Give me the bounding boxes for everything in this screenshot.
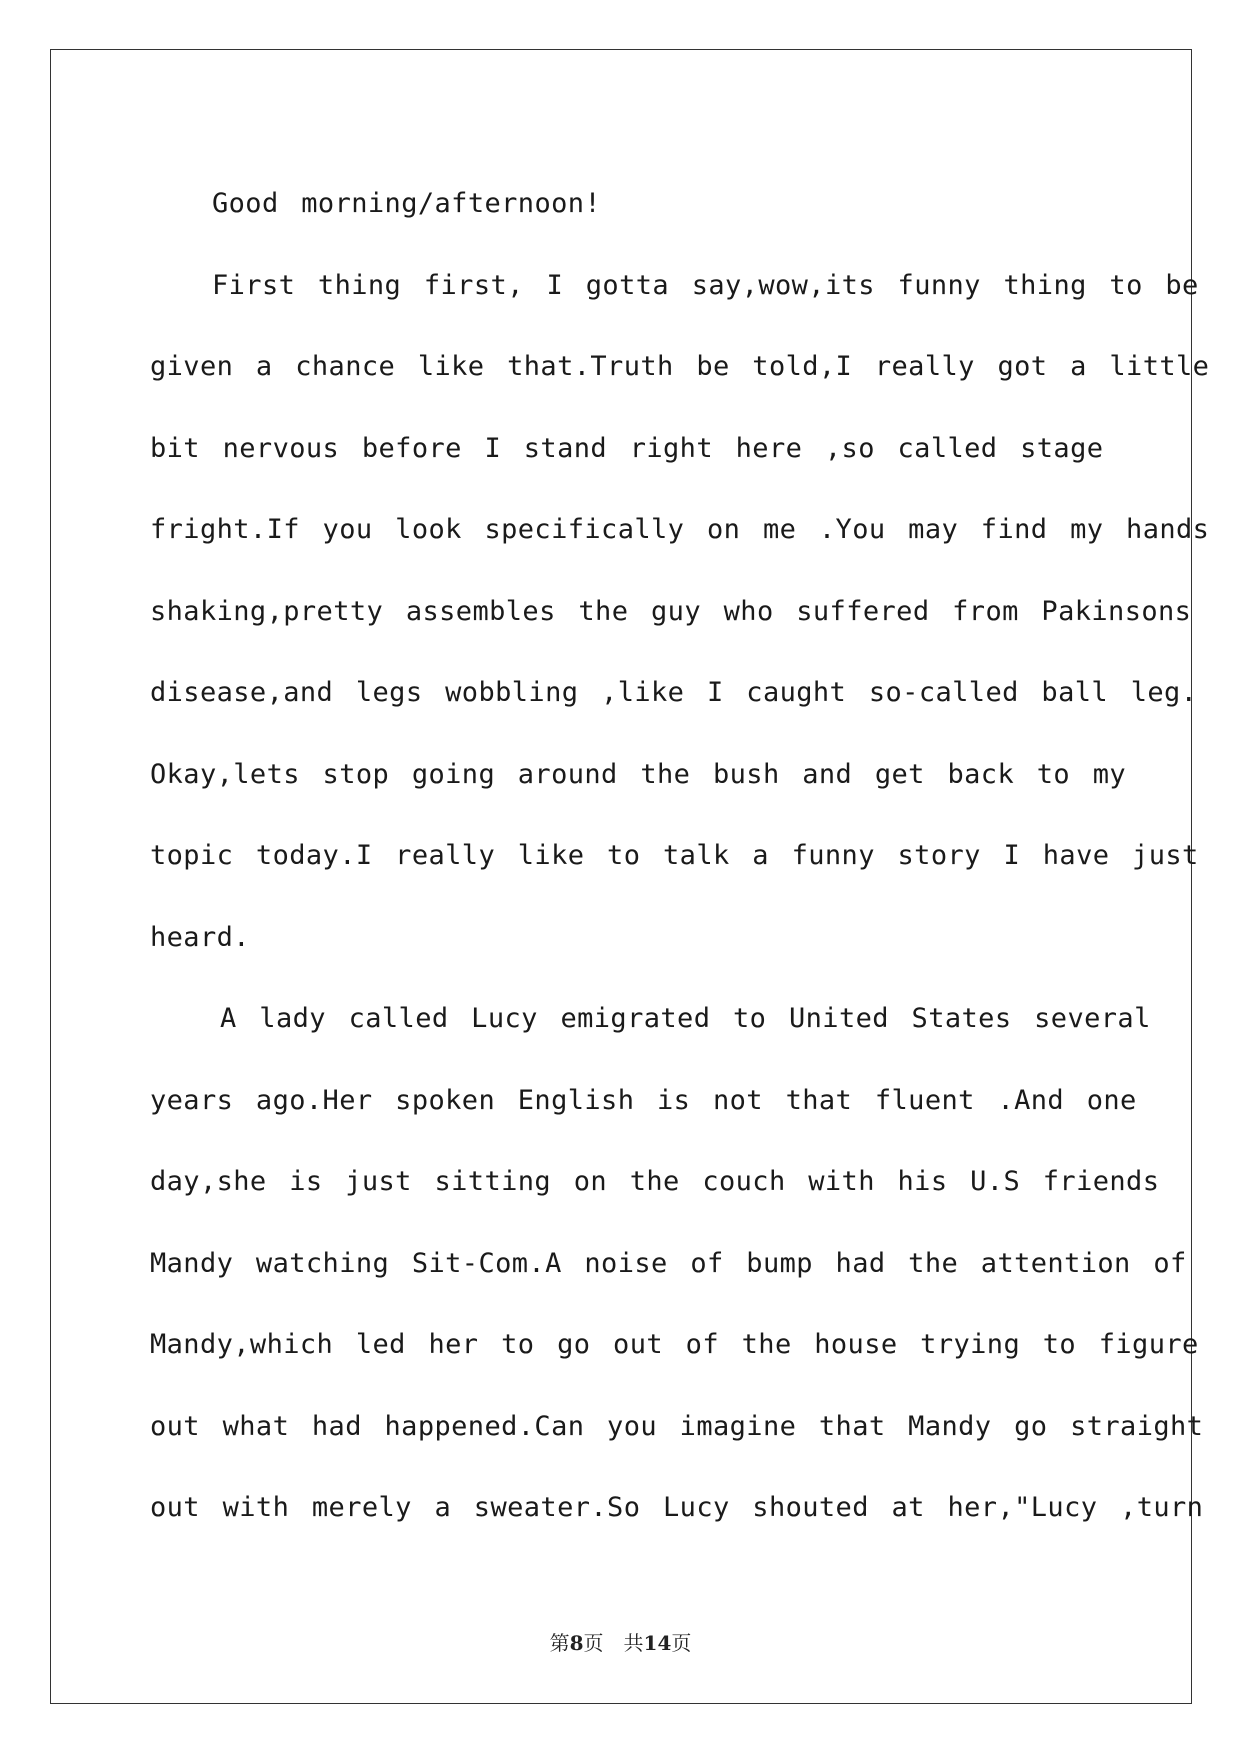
text-line: A lady called Lucy emigrated to United States several xyxy=(220,1003,1151,1034)
total-pages: 14 xyxy=(643,1631,672,1655)
text-line: Good morning/afternoon! xyxy=(212,188,602,219)
text-line: Okay,lets stop going around the bush and get back to my xyxy=(150,758,1127,790)
text-line: given a chance like that.Truth be told,I really got a little xyxy=(150,351,1210,382)
text-line: bit nervous before I stand right here ,so called stage xyxy=(150,432,1104,464)
text-line: out with merely a sweater.So Lucy shouted at her,"Lucy ,turn xyxy=(150,1492,1204,1523)
footer-total-prefix: 共 xyxy=(623,1631,644,1655)
text-line: topic today.I really like to talk a funny story I have just xyxy=(150,840,1199,871)
text-line: disease,and legs wobbling ,like I caught so-called ball leg. xyxy=(150,677,1198,708)
footer-total-suffix: 页 xyxy=(671,1631,692,1655)
text-line: out what had happened.Can you imagine that Mandy go straight xyxy=(150,1410,1204,1442)
document-body xyxy=(150,163,1210,1549)
text-line: day,she is just sitting on the couch with his U.S friends xyxy=(150,1166,1160,1197)
text-line: Mandy watching Sit-Com.A noise of bump had the attention of xyxy=(150,1247,1187,1279)
text-line: fright.If you look specifically on me .You may find my hands xyxy=(150,514,1210,545)
page-number: 8 xyxy=(569,1631,584,1655)
text-line: shaking,pretty assembles the guy who suffered from Pakinsons xyxy=(150,595,1192,627)
footer-page-suffix: 页 xyxy=(583,1631,604,1655)
text-line: heard. xyxy=(150,921,250,953)
footer-prefix: 第 xyxy=(549,1631,570,1655)
page-footer xyxy=(0,1627,1241,1656)
text-line: Mandy,which led her to go out of the house trying to figure xyxy=(150,1329,1199,1360)
text-line: First thing first, I gotta say,wow,its funny thing to be xyxy=(212,269,1199,301)
text-line: years ago.Her spoken English is not that fluent .And one xyxy=(150,1084,1137,1116)
